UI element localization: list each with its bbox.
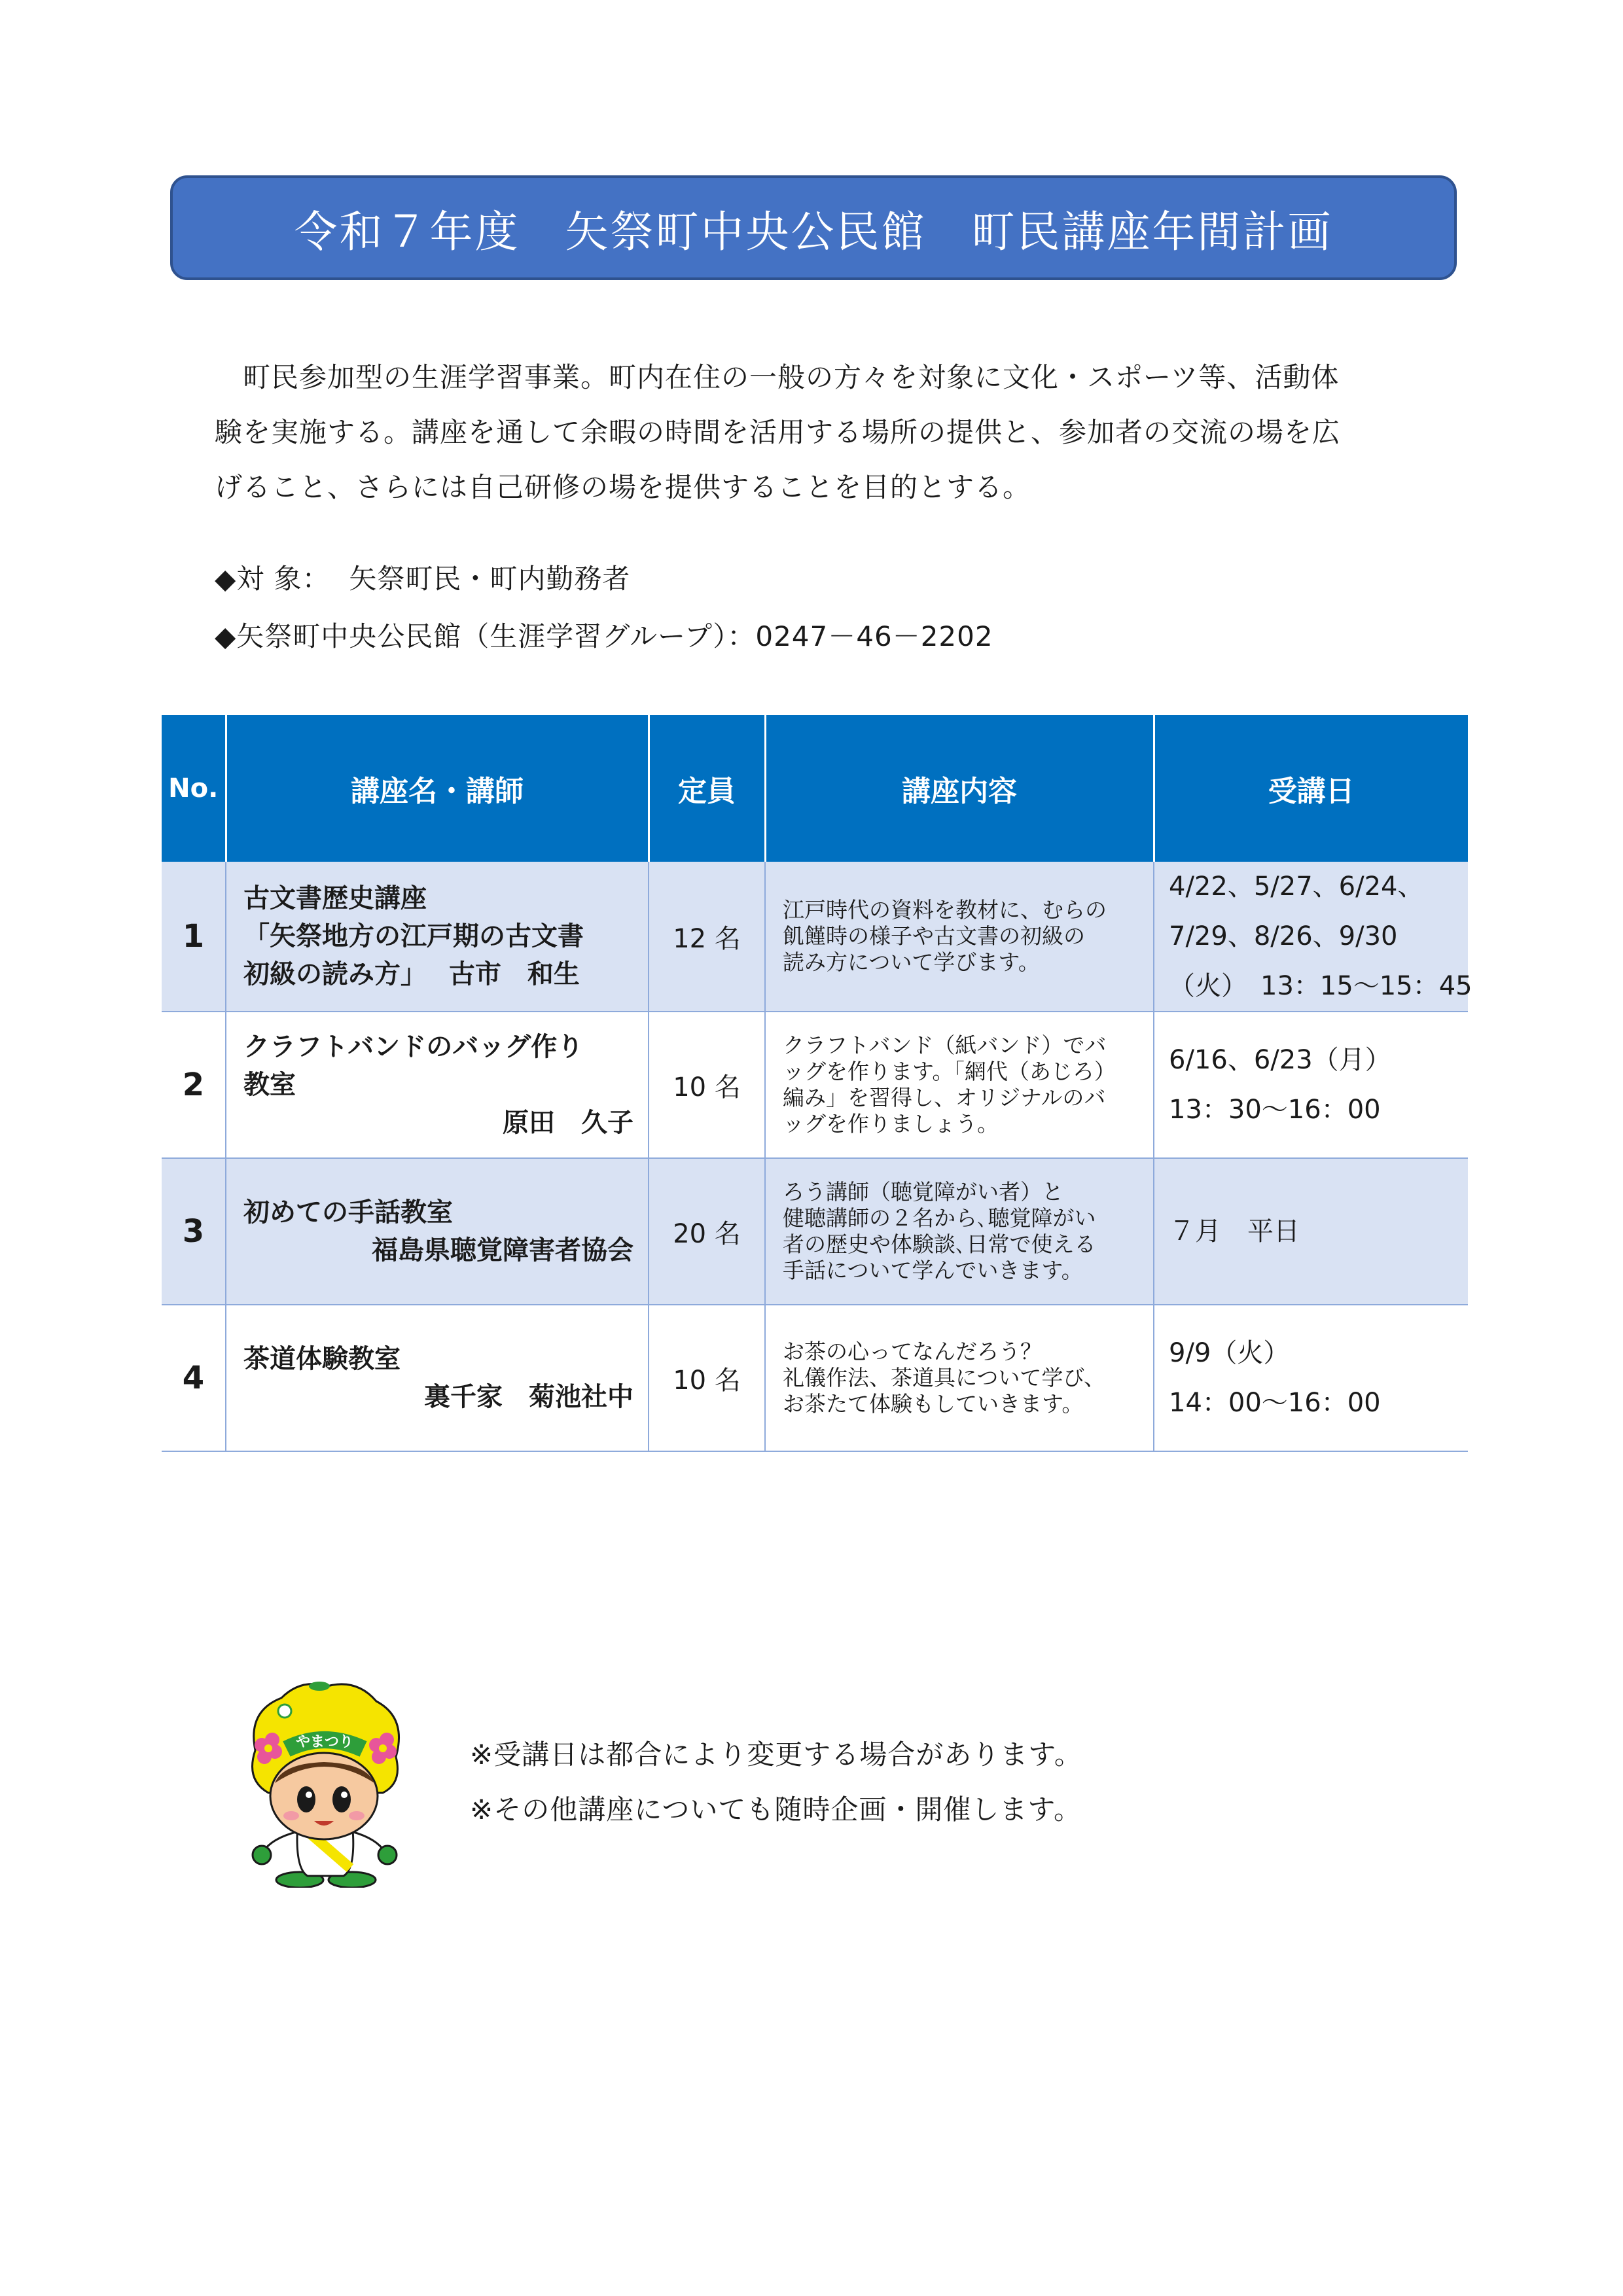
date-line: ７月 平日 (1169, 1216, 1300, 1246)
content-line: ッグを作ります。｢網代（あじろ） (783, 1059, 1116, 1084)
header-content: 講座内容 (765, 715, 1154, 862)
row-number: 2 (162, 1012, 226, 1158)
date-line: 7/29、8/26、9/30 (1169, 921, 1398, 951)
course-content-cell (765, 862, 1154, 1012)
target-info: ◆対 象： 矢祭町民・町内勤務者 (215, 563, 631, 595)
content-line: お茶たて体験もしていきます。 (783, 1391, 1084, 1417)
course-name: 「矢祭地方の江戸期の古文書 (243, 921, 584, 951)
table-header-row (162, 715, 1468, 862)
course-date-cell (1154, 862, 1472, 1012)
mascot-hand-right (378, 1846, 397, 1864)
mascot-hand-left (253, 1846, 271, 1864)
header-capacity: 定員 (649, 715, 765, 862)
mascot-badge (278, 1704, 291, 1718)
content-line: 読み方について学びます。 (783, 949, 1040, 975)
content-line: ろう講師（聴覚障がい者）と (783, 1179, 1063, 1205)
content-line: お茶の心ってなんだろう？ (783, 1339, 1042, 1364)
intro-line: 町民参加型の生涯学習事業。町内在住の一般の方々を対象に文化・スポーツ等、活動体 (215, 361, 1340, 393)
mascot-cheek-right (349, 1811, 365, 1820)
course-date-cell (1154, 1012, 1468, 1158)
note-line: ※受講日は都合により変更する場合があります。 (470, 1739, 1082, 1771)
leaf-icon (309, 1682, 330, 1691)
header-course-name: 講座名・講師 (226, 715, 649, 862)
course-name: 教室 (243, 1070, 296, 1100)
course-name-cell (226, 862, 649, 1012)
content-line: 飢饉時の様子や古文書の初級の (783, 923, 1085, 949)
date-line: 14：00～16：00 (1169, 1388, 1381, 1418)
row-number: 1 (162, 862, 226, 1012)
row-number: 3 (162, 1158, 226, 1305)
note-line: ※その他講座についても随時企画・開催します。 (470, 1793, 1082, 1826)
course-date-cell (1154, 1305, 1468, 1451)
contact-info: ◆矢祭町中央公民館（生涯学習グループ）：0247－46－2202 (215, 620, 993, 652)
page-title-banner (170, 175, 1457, 280)
content-line: 者の歴史や体験談､日常で使える (783, 1231, 1096, 1257)
capacity: 10 名 (649, 1012, 765, 1158)
date-line: 9/9（火） (1169, 1338, 1290, 1368)
content-line: 礼儀作法、茶道具について学び、 (783, 1365, 1106, 1390)
table-row (162, 1305, 1468, 1451)
date-line: 6/16、6/23（月） (1169, 1045, 1391, 1075)
intro-line: 験を実施する。講座を通して余暇の時間を活用する場所の提供と、参加者の交流の場を広 (215, 416, 1341, 448)
course-date-cell (1154, 1158, 1468, 1305)
instructor-name: 原田 久子 (503, 1108, 633, 1138)
course-name-cell (226, 1305, 649, 1451)
mascot-eye-left (297, 1786, 315, 1812)
course-content-cell (765, 1158, 1154, 1305)
page-title: 令和７年度 矢祭町中央公民館 町民講座年間計画 (294, 206, 1333, 257)
course-name-cell (226, 1012, 649, 1158)
date-line: （火） 13：15～15：45 (1169, 971, 1472, 1001)
header-no: No. (162, 715, 226, 862)
content-line: クラフトバンド（紙バンド）でバ (783, 1033, 1107, 1058)
capacity: 20 名 (649, 1158, 765, 1305)
course-content-cell (765, 1305, 1154, 1451)
notes (470, 1727, 1082, 1837)
course-name: 古文書歴史講座 (243, 883, 427, 913)
capacity: 12 名 (649, 862, 765, 1012)
content-line: 健聴講師の２名から､聴覚障がい (783, 1205, 1096, 1231)
intro-paragraph (215, 350, 1432, 515)
content-line: 編み」を習得し、オリジナルのバ (783, 1085, 1106, 1110)
date-line: 4/22、5/27、6/24、 (1169, 872, 1424, 902)
mascot-cheek-left (283, 1811, 299, 1820)
table-row (162, 862, 1468, 1012)
course-content-cell (765, 1012, 1154, 1158)
instructor-name: 福島県聴覚障害者協会 (372, 1235, 633, 1265)
intro-line: げること、さらには自己研修の場を提供することを目的とする。 (215, 471, 1031, 503)
course-name-cell (226, 1158, 649, 1305)
instructor-name: 裏千家 菊池社中 (424, 1382, 633, 1412)
course-table (162, 715, 1472, 1452)
mascot-eye-right (332, 1786, 351, 1812)
course-name: 茶道体験教室 (243, 1344, 401, 1374)
mascot-label: やまつり (295, 1734, 354, 1750)
row-number: 4 (162, 1305, 226, 1451)
table-row (162, 1012, 1468, 1158)
content-line: 江戸時代の資料を教材に、むらの (783, 897, 1107, 923)
course-name: クラフトバンドのバッグ作り (243, 1032, 584, 1062)
date-line: 13：30～16：00 (1169, 1095, 1381, 1125)
content-line: 手話について学んでいきます。 (783, 1258, 1083, 1283)
table-row (162, 1158, 1468, 1305)
mascot-illustration (236, 1672, 412, 1888)
header-date: 受講日 (1154, 715, 1468, 862)
capacity: 10 名 (649, 1305, 765, 1451)
course-name: 初めての手話教室 (243, 1197, 453, 1227)
course-name: 初級の読み方」 古市 和生 (243, 959, 580, 989)
content-line: ッグを作りましょう。 (783, 1111, 999, 1137)
